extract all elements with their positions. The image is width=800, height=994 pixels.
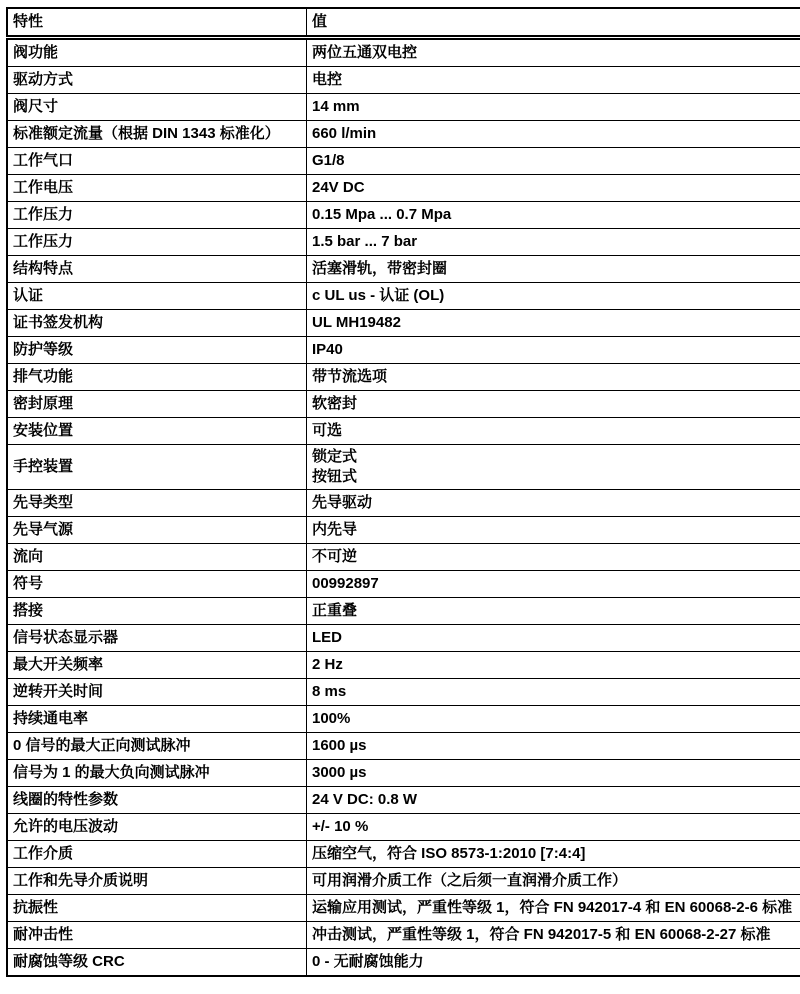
property-cell: 信号为 1 的最大负向测试脉冲 [7,760,307,787]
value-line: 8 ms [312,683,347,700]
table-row [7,841,800,868]
value-line: 正重叠 [312,602,358,619]
value-cell [307,337,800,364]
value-cell [307,733,800,760]
property-cell: 耐冲击性 [7,922,307,949]
value-line: 按钮式 [312,468,358,485]
table-row [7,679,800,706]
value-line: LED [312,629,342,646]
value-cell [307,598,800,625]
value-line: 0 - 无耐腐蚀能力 [312,953,424,970]
table-row [7,625,800,652]
value-line: 24 V DC: 0.8 W [312,791,418,808]
table-row [7,544,800,571]
value-cell [307,229,800,256]
table-row [7,229,800,256]
value-line: 0.15 Mpa ... 0.7 Mpa [312,206,452,223]
value-cell [307,67,800,94]
table-row [7,391,800,418]
value-line: 先导驱动 [312,494,373,511]
property-cell: 线圈的特性参数 [7,787,307,814]
table-row [7,337,800,364]
value-line: 00992897 [312,575,379,592]
table-row [7,283,800,310]
property-cell: 符号 [7,571,307,598]
value-line: +/- 10 % [312,818,369,835]
value-cell [307,706,800,733]
spec-table [6,7,800,977]
value-cell [307,949,800,977]
table-row [7,418,800,445]
value-cell [307,544,800,571]
table-row [7,706,800,733]
header-cell-property: 特性 [7,8,307,38]
table-row [7,598,800,625]
property-cell: 先导类型 [7,490,307,517]
property-cell: 0 信号的最大正向测试脉冲 [7,733,307,760]
property-cell: 认证 [7,283,307,310]
value-line: 14 mm [312,98,360,115]
property-cell: 密封原理 [7,391,307,418]
value-line: 带节流选项 [312,368,388,385]
property-cell: 证书签发机构 [7,310,307,337]
property-cell: 阀功能 [7,38,307,67]
value-line: IP40 [312,341,343,358]
value-line: 电控 [312,71,343,88]
value-line: c UL us - 认证 (OL) [312,287,445,304]
table-row [7,38,800,67]
value-line: 1.5 bar ... 7 bar [312,233,418,250]
value-line: 100% [312,710,351,727]
value-cell [307,760,800,787]
value-line: 660 l/min [312,125,377,142]
table-row [7,652,800,679]
value-cell [307,868,800,895]
value-line: 可用润滑介质工作（之后须一直润滑介质工作） [312,872,628,889]
value-cell [307,445,800,490]
table-row [7,67,800,94]
value-cell [307,922,800,949]
value-line: 冲击测试，严重性等级 1，符合 FN 942017-5 和 EN 60068-2-27 标准 [312,926,771,943]
value-cell [307,517,800,544]
property-cell: 结构特点 [7,256,307,283]
value-line: 1600 µs [312,737,367,754]
value-cell [307,256,800,283]
table-row [7,814,800,841]
property-cell: 持续通电率 [7,706,307,733]
table-row [7,760,800,787]
property-cell: 阀尺寸 [7,94,307,121]
value-cell [307,202,800,229]
value-line: 锁定式 [312,448,358,465]
value-line: 压缩空气，符合 ISO 8573-1:2010 [7:4:4] [312,845,586,862]
spec-table-head [7,8,800,38]
property-cell: 工作压力 [7,229,307,256]
table-row [7,490,800,517]
property-cell: 防护等级 [7,337,307,364]
property-cell: 先导气源 [7,517,307,544]
table-row [7,94,800,121]
value-cell [307,787,800,814]
value-cell [307,121,800,148]
value-line: 可选 [312,422,343,439]
value-cell [307,94,800,121]
value-line: UL MH19482 [312,314,401,331]
value-line: 2 Hz [312,656,343,673]
property-cell: 最大开关频率 [7,652,307,679]
table-row [7,571,800,598]
property-cell: 工作和先导介质说明 [7,868,307,895]
value-line: 24V DC [312,179,365,196]
header-cell-value: 值 [307,8,800,38]
property-cell: 标准额定流量（根据 DIN 1343 标准化） [7,121,307,148]
value-cell [307,652,800,679]
value-line: 不可逆 [312,548,358,565]
value-cell [307,38,800,67]
table-row [7,202,800,229]
value-cell [307,391,800,418]
property-cell: 耐腐蚀等级 CRC [7,949,307,977]
table-row [7,922,800,949]
table-row [7,895,800,922]
value-line: G1/8 [312,152,345,169]
property-cell: 工作电压 [7,175,307,202]
table-row [7,733,800,760]
spec-table-body [7,38,800,977]
property-cell: 逆转开关时间 [7,679,307,706]
value-cell [307,148,800,175]
value-line: 活塞滑轨，带密封圈 [312,260,448,277]
value-cell [307,571,800,598]
property-cell: 抗振性 [7,895,307,922]
value-cell [307,679,800,706]
value-cell [307,364,800,391]
value-cell [307,625,800,652]
table-row [7,364,800,391]
value-cell [307,418,800,445]
value-cell [307,841,800,868]
property-cell: 工作介质 [7,841,307,868]
value-cell [307,814,800,841]
property-cell: 排气功能 [7,364,307,391]
table-row [7,148,800,175]
table-row [7,868,800,895]
table-row [7,256,800,283]
header-row [7,8,800,38]
property-cell: 工作气口 [7,148,307,175]
property-cell: 流向 [7,544,307,571]
table-row [7,175,800,202]
value-cell [307,310,800,337]
property-cell: 信号状态显示器 [7,625,307,652]
table-row [7,121,800,148]
value-cell [307,895,800,922]
value-line: 两位五通双电控 [312,44,418,61]
table-row [7,310,800,337]
property-cell: 允许的电压波动 [7,814,307,841]
property-cell: 驱动方式 [7,67,307,94]
value-line: 软密封 [312,395,358,412]
value-cell [307,283,800,310]
property-cell: 安装位置 [7,418,307,445]
value-line: 运输应用测试，严重性等级 1，符合 FN 942017-4 和 EN 60068-2-6 标准 [312,899,793,916]
table-row [7,787,800,814]
value-cell [307,175,800,202]
table-row [7,445,800,490]
property-cell: 搭接 [7,598,307,625]
value-line: 3000 µs [312,764,367,781]
value-line: 内先导 [312,521,358,538]
table-row [7,949,800,977]
property-cell: 工作压力 [7,202,307,229]
value-cell [307,490,800,517]
table-row [7,517,800,544]
property-cell: 手控装置 [7,445,307,490]
